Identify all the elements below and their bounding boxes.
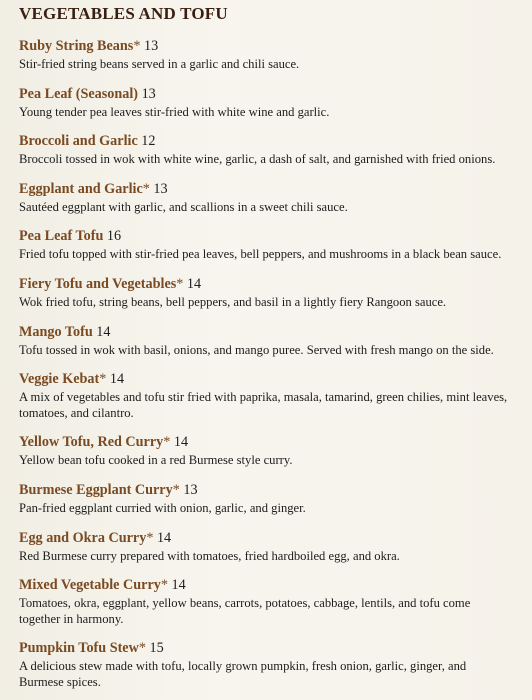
menu-item-veggie-kebat xyxy=(19,371,518,421)
item-price: 13 xyxy=(143,38,159,54)
menu-item-broccoli-and-garlic xyxy=(19,133,518,168)
item-name: Mango Tofu xyxy=(19,323,93,340)
menu-item-pumpkin-tofu-stew xyxy=(19,640,518,690)
menu-item-ruby-string-beans xyxy=(19,38,518,73)
item-description: A delicious stew made with tofu, locally grown pumpkin, fresh onion, garlic, ginger, and Burmese spices. xyxy=(19,659,467,689)
item-price: 12 xyxy=(141,133,156,150)
item-description: Yellow bean tofu cooked in a red Burmese style curry. xyxy=(19,453,293,468)
item-price: 14 xyxy=(171,577,186,594)
item-name: Mixed Vegetable Curry xyxy=(19,577,161,594)
item-description: A mix of vegetables and tofu stir fried with paprika, masala, tamarind, green chilies, mint leaves, tomatoes, and cilantro. xyxy=(19,390,508,420)
item-price: 14 xyxy=(186,275,202,292)
item-description: Stir-fried string beans served in a garlic and chili sauce. xyxy=(19,57,300,71)
item-name: Fiery Tofu and Vegetables xyxy=(19,275,177,292)
menu-item-eggplant-and-garlic xyxy=(19,181,518,216)
item-description: Broccoli tossed in wok with white wine, garlic, a dash of salt, and garnished with fried onions. xyxy=(19,152,496,167)
item-price: 14 xyxy=(109,371,125,388)
item-name: Burmese Eggplant Curry xyxy=(19,481,173,498)
section-title: VEGETABLES AND TOFU xyxy=(19,4,228,23)
spicy-mark: * xyxy=(160,577,168,594)
item-heading xyxy=(19,530,518,547)
item-heading xyxy=(19,86,518,103)
item-heading xyxy=(19,371,518,388)
item-description: Tofu tossed in wok with basil, onions, and mango puree. Served with fresh mango on the side. xyxy=(19,342,494,357)
menu-item-mixed-vegetable-curry xyxy=(19,577,518,627)
item-name: Ruby String Beans xyxy=(19,38,134,54)
item-description: Pan-fried eggplant curried with onion, garlic, and ginger. xyxy=(19,500,306,515)
item-description: Young tender pea leaves stir-fried with white wine and garlic. xyxy=(19,104,330,119)
item-price: 13 xyxy=(141,85,156,102)
item-name: Pea Leaf (Seasonal) xyxy=(19,85,139,102)
item-price: 15 xyxy=(149,640,164,657)
menu-item-egg-and-okra-curry xyxy=(19,530,518,565)
item-heading xyxy=(19,133,518,150)
item-name: Pumpkin Tofu Stew xyxy=(19,640,139,657)
menu-list xyxy=(19,38,518,691)
spicy-mark: * xyxy=(163,434,171,451)
menu-item-mango-tofu xyxy=(19,324,518,359)
menu-item-yellow-tofu-red-curry xyxy=(19,434,518,469)
item-heading xyxy=(19,228,518,245)
item-price: 14 xyxy=(96,323,111,340)
menu-item-pea-leaf-tofu xyxy=(19,228,518,263)
spicy-mark: * xyxy=(133,38,141,54)
item-name: Eggplant and Garlic xyxy=(19,180,143,197)
menu-item-fiery-tofu-and-vegetables xyxy=(19,276,518,311)
item-name: Veggie Kebat xyxy=(19,371,100,388)
item-heading xyxy=(19,640,518,657)
item-price: 16 xyxy=(106,228,122,245)
item-description: Wok fried tofu, string beans, bell peppers, and basil in a lightly fiery Rangoon sauce. xyxy=(19,294,447,309)
item-name: Egg and Okra Curry xyxy=(19,529,147,546)
item-description: Tomatoes, okra, eggplant, yellow beans, carrots, potatoes, cabbage, lentils, and tofu come together in harmony. xyxy=(19,596,471,626)
item-heading xyxy=(19,434,518,451)
item-description: Sautéed eggplant with garlic, and scallions in a sweet chili sauce. xyxy=(19,199,348,214)
item-price: 14 xyxy=(156,529,172,546)
item-heading xyxy=(19,324,518,341)
spicy-mark: * xyxy=(138,640,146,657)
item-name: Broccoli and Garlic xyxy=(19,133,138,150)
spicy-mark: * xyxy=(172,481,180,498)
item-price: 13 xyxy=(153,180,168,197)
spicy-mark: * xyxy=(142,180,150,197)
item-name: Yellow Tofu, Red Curry xyxy=(19,434,164,451)
item-heading xyxy=(19,577,518,594)
item-description: Red Burmese curry prepared with tomatoes, fried hardboiled egg, and okra. xyxy=(19,548,400,563)
item-heading xyxy=(19,482,518,499)
item-heading xyxy=(19,181,518,198)
item-heading xyxy=(19,38,518,55)
spicy-mark: * xyxy=(99,371,107,388)
item-name: Pea Leaf Tofu xyxy=(19,228,104,245)
menu-item-pea-leaf xyxy=(19,86,518,121)
spicy-mark: * xyxy=(176,275,184,292)
item-description: Fried tofu topped with stir-fried pea leaves, bell peppers, and mushrooms in a black bean sauce. xyxy=(19,247,502,262)
item-heading xyxy=(19,276,518,293)
spicy-mark: * xyxy=(146,529,154,546)
item-price: 14 xyxy=(173,434,189,451)
item-price: 13 xyxy=(183,481,198,498)
menu-item-burmese-eggplant-curry xyxy=(19,482,518,517)
